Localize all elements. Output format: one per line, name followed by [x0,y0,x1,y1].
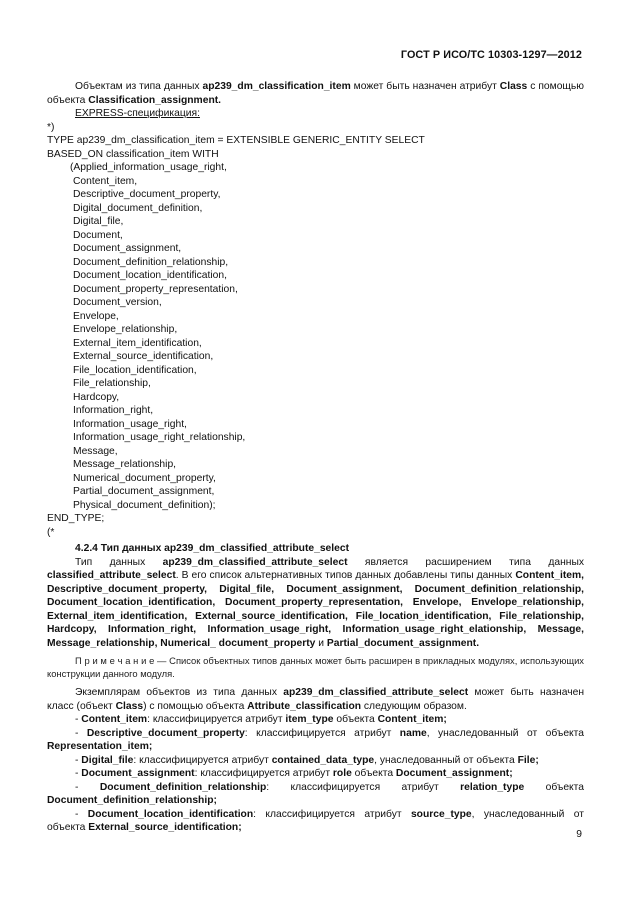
text-run: : классифицируется атрибут [253,808,411,820]
code-line: Message_relationship, [73,459,177,470]
code-line: Digital_document_definition, [73,202,203,214]
code-line: Document_version, [73,297,162,308]
bold-run: Document_definition_relationship [99,781,267,793]
text-run: следующим образом. [361,700,467,712]
bold-run: ap239_dm_classified_attribute_select [283,687,469,698]
text-run: , унаследованный от объекта [374,754,518,766]
code-line: External_item_identification, [73,337,202,349]
code-line: (* [47,526,55,538]
code-line: Envelope, [73,310,119,322]
bold-run: contained_data_type [271,754,375,766]
bold-run: Content_item; [377,714,447,725]
text-run: : классифицируется атрибут [194,768,333,779]
code-line: Numerical_document_property, [73,472,216,484]
text-run: , унаследованный от объекта [426,727,584,739]
code-line: BASED_ON classification_item WITH [47,148,219,160]
bold-run: Class [115,700,144,712]
page-number: 9 [576,829,582,840]
code-line: Message, [73,445,118,457]
page-content [47,80,584,835]
note-text: — Список объектных типов данных может быть расширен в прикладных модулях, использующих конструкции данного модуля. [47,655,584,679]
bold-run: Partial_document_assignment. [326,637,480,649]
express-label [47,107,584,121]
list-item: - Document_location_identification: классифицируется атрибут source_type, унаследованный от объекта External_source_identification; [47,808,584,833]
code-line: *) [47,121,55,133]
code-line: Hardcopy, [73,391,120,403]
code-line: Content_item, [73,175,138,187]
text-run: , унаследованный от объекта [47,808,584,833]
bold-run: Document_assignment [81,768,195,779]
bold-run: relation_type [460,781,525,793]
text-run: : классифицируется атрибут [133,754,272,766]
note-paragraph [47,655,584,680]
text-run: : классифицируется атрибут [244,727,400,739]
section-heading: 4.2.4 Тип данных ap239_dm_classified_attribute_select [75,543,350,554]
text-run: и [315,637,327,649]
text-run: : классифицируется атрибут [147,714,286,725]
text-run: Тип данных [75,556,163,568]
text-run: является расширением типа данных [347,556,584,568]
bold-run: Class [499,81,528,92]
list-item: - Document_definition_relationship: классифицируется атрибут relation_type объекта Document_definition_relationship; [47,781,584,806]
standard-header: ГОСТ Р ИСО/ТС 10303-1297—2012 [400,49,582,61]
note-label: П р и м е ч а н и е [75,655,155,666]
bold-run: Representation_item; [47,741,153,752]
bold-run: source_type [410,808,472,820]
text-run: ) с помощью объекта [143,700,248,712]
list-item: - Digital_file: классифицируется атрибут contained_data_type, унаследованный от объекта File; [75,754,539,766]
text-run: объекта [333,714,378,725]
bold-run: Classification_assignment. [88,94,222,106]
bold-run: Content_item, Descriptive_document_property, Digital_file, Document_assignment, Document_definition_relationship, Document_location_identification, Document_property_representation, Envelope, Envelope_relationship, External_item_identification, External_source_identification, File_location_identification, File_relationship, Hardcopy, Information_right, Information_usage_right, Information_usage_right_elationship, Message, Message_relationship, Numerical_ document_property [47,570,584,649]
express-code-block [47,121,584,540]
code-line: Partial_document_assignment, [73,486,215,497]
bold-run: Descriptive_document_property [86,727,245,739]
code-line: Document_definition_relationship, [73,256,229,268]
bold-run: role [332,768,352,779]
section-paragraph [47,556,584,651]
bold-run: External_source_identification; [88,822,242,833]
list-item: - Content_item: классифицируется атрибут item_type объекта Content_item; [75,714,447,725]
code-line: END_TYPE; [47,513,105,524]
code-line: TYPE ap239_dm_classification_item = EXTENSIBLE GENERIC_ENTITY SELECT [47,135,425,146]
intro-paragraph [47,80,584,107]
bold-run: name [399,727,427,739]
text-run: может быть назначен класс (объект [47,687,585,712]
code-line: Information_usage_right, [73,418,187,430]
bold-run: ap239_dm_classified_attribute_select [162,556,348,568]
code-line: Document_location_identification, [73,270,227,281]
code-line: Descriptive_document_property, [73,189,221,200]
instances-paragraph [47,686,584,713]
code-line: External_source_identification, [73,351,214,362]
text-run: с помощью объекта [47,81,584,106]
bold-run: Content_item [81,714,148,725]
list-item: - Descriptive_document_property: классифицируется атрибут name, унаследованный от объекта Representation_item; [47,727,584,752]
text-run: объекта [524,781,584,793]
text-run: может быть назначен атрибут [350,81,500,92]
text-run: . В его список альтернативных типов данных добавлены типы данных [175,570,516,581]
bold-run: File; [517,754,539,766]
bold-run: Digital_file [81,754,134,766]
text-run: объекта [351,768,396,779]
code-line: Document_property_representation, [73,283,238,295]
bold-run: Document_definition_relationship; [47,795,217,806]
list-item: - Document_assignment: классифицируется атрибут role объекта Document_assignment; [75,768,513,779]
bold-run: Attribute_classification [247,700,362,712]
code-line: Information_usage_right_relationship, [73,432,246,443]
code-line: File_relationship, [73,378,151,389]
bold-run: Document_assignment; [395,768,513,779]
bold-run: classified_attribute_select [47,570,176,581]
code-line: Document, [73,229,123,241]
code-line: Information_right, [73,405,154,416]
express-label-text: EXPRESS-спецификация: [75,108,200,119]
code-line: Document_assignment, [73,243,182,254]
code-line: (Applied_information_usage_right, [70,162,227,173]
code-line: File_location_identification, [73,364,197,376]
code-line: Envelope_relationship, [73,324,178,335]
text-run: Экземплярам объектов из типа данных [75,687,284,698]
text-run: Объектам из типа данных [75,81,203,92]
code-line: Digital_file, [73,216,124,227]
text-run: : классифицируется атрибут [266,781,461,793]
bold-run: ap239_dm_classification_item [202,81,351,92]
bold-run: Document_location_identification [87,808,254,820]
code-line: Physical_document_definition); [73,499,216,511]
bold-run: item_type [285,714,334,725]
